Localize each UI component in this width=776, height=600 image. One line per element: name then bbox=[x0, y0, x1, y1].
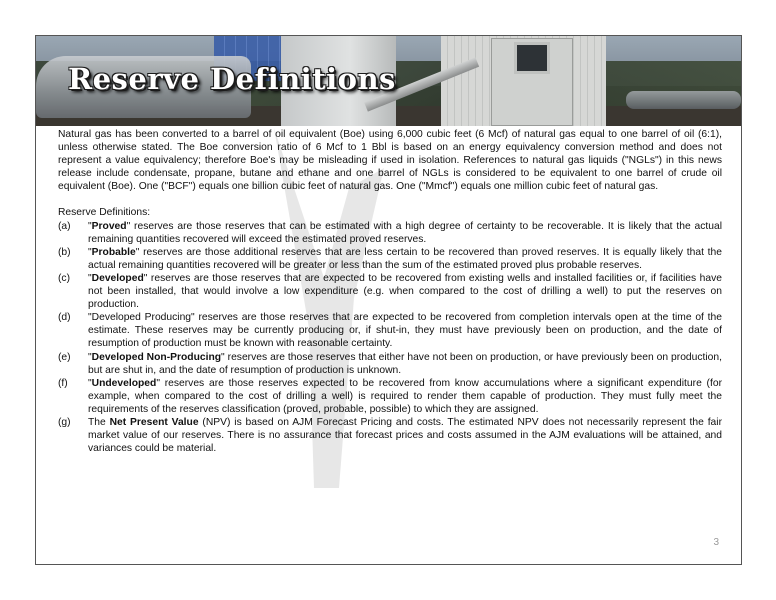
definition-prefix: " bbox=[88, 351, 92, 363]
definition-letter: (b) bbox=[58, 246, 71, 258]
definition-letter: (a) bbox=[58, 220, 71, 232]
banner-window bbox=[514, 42, 550, 74]
intro-paragraph: Natural gas has been converted to a barrel of oil equivalent (Boe) using 6,000 cubic feet (6 Mcf) of natural gas equal to one barrel of oil (6:1), unless otherwise stated. The Boe conversion ratio of 6 Mcf to 1 Bbl is based on an energy equivalency conversion method and does not represent a value equivalency; therefore Boe's may be misleading if used in isolation. References to natural gas liquids ("NGLs") in this news release include condensate, propane, butane and ethane and one barrel of NGLs is considered to be equivalent to one barrel of crude oil equivalent (Boe). One ("BCF") equals one billion cubic feet of natural gas. One ("Mmcf") equals one million cubic feet of natural gas. bbox=[58, 129, 722, 193]
definition-item-undeveloped bbox=[58, 377, 722, 416]
definition-term: Proved bbox=[91, 220, 127, 232]
definition-term: Developed Non-Producing bbox=[91, 351, 222, 363]
definition-text bbox=[88, 272, 722, 311]
definition-text bbox=[88, 416, 722, 455]
definition-term: Undeveloped bbox=[91, 377, 157, 389]
banner-pipes bbox=[626, 91, 741, 109]
definition-term: Net Present Value bbox=[109, 416, 199, 428]
definition-body: " reserves are those reserves that either have not been on production, or have previously been on production, but are shut in, and the date of resumption of production is unknown. bbox=[88, 351, 722, 376]
definition-text bbox=[88, 351, 722, 377]
definition-body: " reserves are those additional reserves that are less certain to be recovered than proved reserves. It is equally likely that the actual remaining quantities recovered will be greater or less than the sum of the estimated proved plus probable reserves. bbox=[88, 246, 722, 271]
definition-prefix: " bbox=[88, 220, 92, 232]
page-title: Reserve Definitions bbox=[68, 62, 396, 96]
definition-item-npv bbox=[58, 416, 722, 455]
definition-prefix: " bbox=[88, 377, 92, 389]
slide-content bbox=[58, 128, 722, 455]
definition-item-developed bbox=[58, 272, 722, 311]
definition-prefix: "Developed Producing" reserves are those reserves that are expected to be recovered from completion intervals open at the time of the estimate. These reserves may be currently producing or, if shut-in, they must have previously been on production, and the date of resumption of production must be known with reasonable certainty. bbox=[88, 312, 722, 350]
definition-body: " reserves are those reserves that are expected to be recovered from existing wells and installed facilities or, if facilities have not been installed, that would involve a low expenditure (e.g. when compared to the cost of drilling a well) to put the reserves on production. bbox=[88, 272, 722, 311]
definition-letter: (g) bbox=[58, 416, 71, 428]
definition-letter: (e) bbox=[58, 351, 71, 363]
definition-item-probable bbox=[58, 246, 722, 272]
definition-prefix: The bbox=[88, 416, 110, 428]
definition-item-proved bbox=[58, 220, 722, 246]
definition-body: (NPV) is based on AJM Forecast Pricing and costs. The estimated NPV does not necessarily represent the fair market value of our reserves. There is no assurance that forecast prices and costs assumed in the AJM evaluations will be attained, and variances could be material. bbox=[88, 416, 723, 455]
definition-text bbox=[88, 220, 722, 246]
definition-text bbox=[88, 246, 722, 272]
definition-prefix: " bbox=[88, 272, 92, 284]
definition-body: " reserves are those reserves that can be estimated with a high degree of certainty to be recoverable. It is likely that the actual remaining quantities recovered will exceed the estimated proved reserves. bbox=[88, 220, 722, 245]
page-number: 3 bbox=[713, 537, 719, 548]
definition-letter: (d) bbox=[58, 312, 71, 324]
definition-text bbox=[88, 377, 722, 416]
definition-letter: (f) bbox=[58, 377, 68, 389]
definition-term: Developed bbox=[91, 272, 144, 284]
definition-term: Probable bbox=[91, 246, 136, 258]
definition-item-developed-producing bbox=[58, 311, 722, 350]
definitions-heading: Reserve Definitions: bbox=[58, 207, 151, 219]
definition-text bbox=[88, 311, 722, 350]
definition-letter: (c) bbox=[58, 272, 71, 284]
definition-item-developed-non-producing bbox=[58, 351, 722, 377]
definition-body: " reserves are those reserves expected to be recovered from know accumulations where a significant expenditure (for example, when compared to the cost of drilling a well) is required to render them capable of production. They must fully meet the requirements of the reserves classification (proved, probable, possible) to which they are assigned. bbox=[88, 377, 722, 415]
definitions-list bbox=[58, 220, 722, 456]
header-banner-photo bbox=[36, 36, 741, 126]
definition-prefix: " bbox=[88, 246, 92, 258]
slide bbox=[35, 35, 742, 565]
